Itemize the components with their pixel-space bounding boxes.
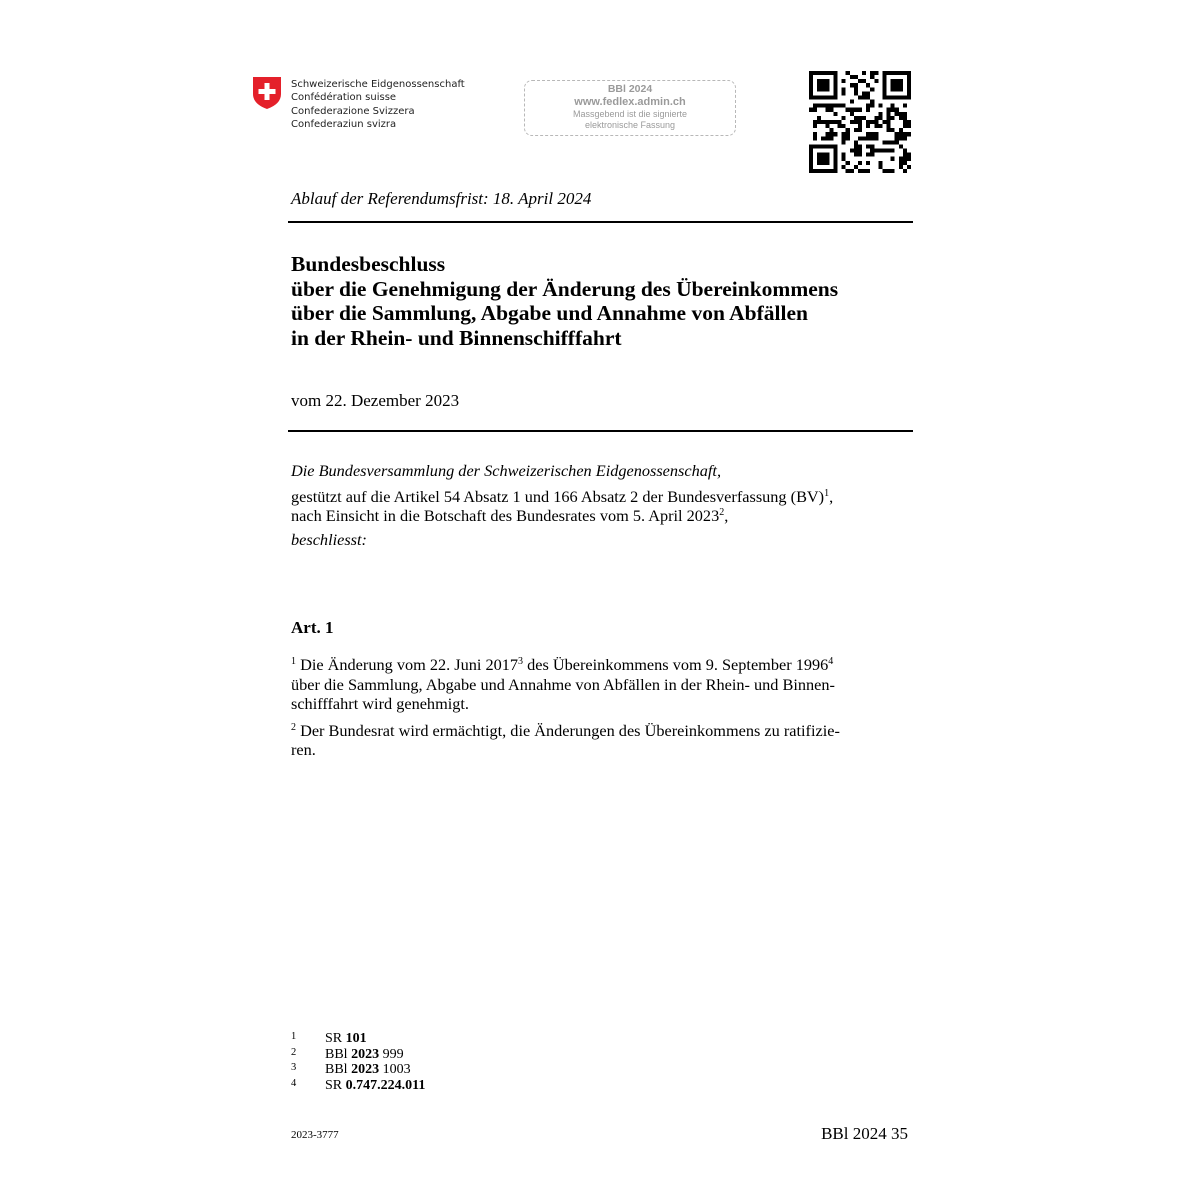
footnote-ref[interactable]: 1 xyxy=(824,488,830,499)
swiss-cross-icon xyxy=(252,76,282,110)
paragraph-line xyxy=(291,655,913,675)
paragraph-line: schifffahrt wird genehmigt. xyxy=(291,694,469,713)
article-body xyxy=(291,648,913,767)
paragraph-number: 1 xyxy=(291,656,296,667)
footnote-prefix: BBl xyxy=(325,1062,352,1078)
footnotes xyxy=(291,1031,425,1093)
paragraph-number: 2 xyxy=(291,721,296,733)
footnote xyxy=(291,1031,425,1047)
decree-date: vom 22. Dezember 2023 xyxy=(291,391,460,410)
footnote-text xyxy=(325,1078,425,1094)
admin-name-it: Confederazione Svizzera xyxy=(291,105,415,117)
paragraph-text: Der Bundesrat wird ermächtigt, die Änderungen des Übereinkommens zu ratifizie- xyxy=(296,720,840,740)
footnote-number: 4 xyxy=(291,1077,297,1089)
preamble-message-text: nach Einsicht in die Botschaft des Bundesrates vom 5. April 2023 xyxy=(291,506,720,525)
punctuation: , xyxy=(724,506,729,525)
preamble-basis-text: gestützt auf die Artikel 54 Absatz 1 und 166 Absatz 2 der Bundesverfassung (BV) xyxy=(291,487,825,506)
admin-name-rm: Confederaziun svizra xyxy=(291,118,397,130)
document-id: 2023-3777 xyxy=(291,1129,339,1141)
footnote-suffix: 1003 xyxy=(379,1062,411,1078)
preamble xyxy=(291,461,913,549)
footnote-text xyxy=(325,1062,411,1078)
footnote-prefix: SR xyxy=(325,1077,346,1093)
admin-name-de: Schweizerische Eidgenossenschaft xyxy=(291,79,465,90)
footnote xyxy=(291,1062,425,1078)
admin-name-fr: Confédération suisse xyxy=(291,92,397,104)
signature-stamp xyxy=(524,80,736,136)
paragraph-line: ren. xyxy=(291,740,316,759)
qr-code-icon xyxy=(809,71,911,173)
page-reference: BBl 2024 35 xyxy=(821,1124,908,1143)
paragraph-text: des Übereinkommens vom 9. September 1996 xyxy=(523,655,829,674)
paragraph-line: über die Sammlung, Abgabe und Annahme von Abfällen in der Rhein- und Binnen- xyxy=(291,674,835,694)
stamp-line-2: www.fedlex.admin.ch xyxy=(574,96,686,108)
preamble-intro: Die Bundesversammlung der Schweizerischen Eidgenossenschaft, xyxy=(291,461,722,480)
footnote-bold: 101 xyxy=(345,1031,367,1046)
administration-names xyxy=(291,78,465,131)
footnote xyxy=(291,1078,425,1094)
stamp-line-4: elektronische Fassung xyxy=(584,120,676,130)
stamp-line-3: Massgebend ist die signierte xyxy=(572,109,688,119)
preamble-basis xyxy=(291,487,913,506)
punctuation: , xyxy=(829,487,834,506)
footnote-number: 2 xyxy=(291,1046,297,1058)
footnote-number: 3 xyxy=(291,1062,297,1074)
divider xyxy=(288,221,913,223)
footnote-ref[interactable]: 3 xyxy=(518,656,524,667)
referendum-deadline: Ablauf der Referendumsfrist: 18. April 2024 xyxy=(291,189,592,208)
preamble-message xyxy=(291,506,913,525)
title-line: über die Sammlung, Abgabe und Annahme von Abfällen xyxy=(291,301,808,325)
footnote-bold: 0.747.224.011 xyxy=(345,1077,426,1093)
footnote-text xyxy=(325,1031,367,1047)
footnote xyxy=(291,1047,425,1063)
footnote-text xyxy=(325,1047,404,1063)
paragraph-text: Die Änderung vom 22. Juni 2017 xyxy=(296,655,519,674)
stamp-line-1: BBl 2024 xyxy=(607,83,653,95)
footnote-bold: 2023 xyxy=(351,1046,380,1062)
footnote-bold: 2023 xyxy=(351,1062,380,1078)
title-line: in der Rhein- und Binnenschifffahrt xyxy=(291,325,622,350)
footnote-ref[interactable]: 4 xyxy=(828,656,834,667)
divider xyxy=(288,430,913,432)
title-line: über die Genehmigung der Änderung des Übereinkommens xyxy=(291,276,839,301)
footnote-prefix: BBl xyxy=(325,1046,352,1062)
footnote-prefix: SR xyxy=(325,1031,346,1046)
qr-modules xyxy=(809,71,911,173)
footnote-number: 1 xyxy=(291,1031,297,1042)
title-line: Bundesbeschluss xyxy=(291,252,446,276)
page-title xyxy=(291,252,838,350)
footnote-suffix: 999 xyxy=(379,1046,404,1062)
footnote-ref[interactable]: 2 xyxy=(719,507,725,518)
article-title: Art. 1 xyxy=(291,618,334,637)
preamble-decides: beschliesst: xyxy=(291,530,367,549)
paragraph-line xyxy=(291,721,913,741)
